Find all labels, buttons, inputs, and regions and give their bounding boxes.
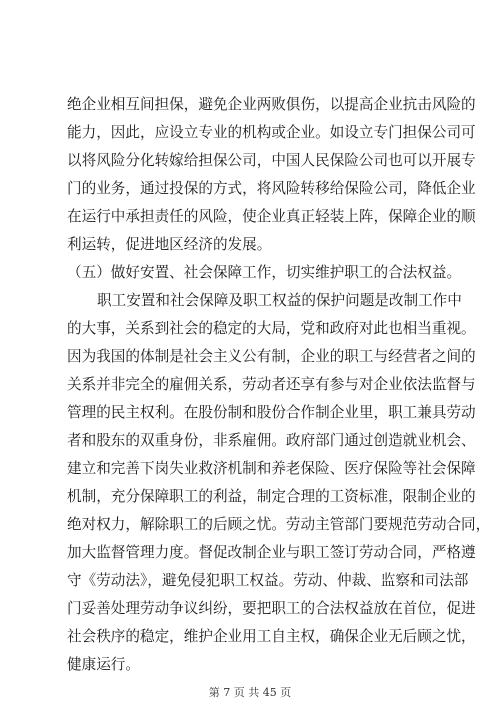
text-line: 的大事，关系到社会的稳定的大局，党和政府对此也相当重视。 [67,320,476,337]
text-line: 绝企业相互间担保，避免企业两败俱伤，以提高企业抗击风险的 [67,96,476,113]
page-footer: 第 7 页 共 45 页 [208,686,292,699]
text-line: 以将风险分化转嫁给担保公司，中国人民保险公司也可以开展专 [67,152,476,169]
text-line: 在运行中承担责任的风险，使企业真正轻装上阵，保障企业的顺 [67,208,476,225]
text-line: 因为我国的体制是社会主义公有制，企业的职工与经营者之间的 [67,348,476,365]
text-line: 守《劳动法》，避免侵犯职工权益。劳动、仲裁、监察和司法部 [67,572,469,589]
text-line: 利运转，促进地区经济的发展。 [67,236,272,253]
text-line: 建立和完善下岗失业救济机制和养老保险、医疗保险等社会保障 [67,460,476,477]
text-line: 健康运行。 [67,656,140,673]
text-line: 门妥善处理劳动争议纠纷，要把职工的合法权益放在首位，促进 [67,600,476,617]
text-line: 者和股东的双重身份，非系雇佣。政府部门通过创造就业机会、 [67,432,476,449]
section-heading [67,259,462,287]
text-line: 社会秩序的稳定，维护企业用工自主权，确保企业无后顾之忧， [67,628,476,645]
paragraph [67,91,476,259]
text-line: 绝对权力，解除职工的后顾之忧。劳动主管部门要规范劳动合同， [67,516,491,533]
text-line: 门的业务，通过投保的方式，将风险转移给保险公司，降低企业 [67,180,476,197]
text-line: 加大监督管理力度。督促改制企业与职工签订劳动合同，严格遵 [67,544,476,561]
document-body [67,91,491,679]
text-line: 关系并非完全的雇佣关系，劳动者还享有参与对企业依法监督与 [67,376,476,393]
text-line: 能力，因此，应设立专业的机构或企业。如设立专门担保公司可 [67,124,476,141]
text-line: 管理的民主权利。在股份制和股份合作制企业里，职工兼具劳动 [67,404,476,421]
text-line: （五）做好安置、社会保障工作，切实维护职工的合法权益。 [67,264,462,281]
text-line: 机制，充分保障职工的利益，制定合理的工资标准，限制企业的 [67,488,476,505]
paragraph [67,287,491,679]
text-line: 职工安置和社会保障及职工权益的保护问题是改制工作中 [97,292,462,309]
